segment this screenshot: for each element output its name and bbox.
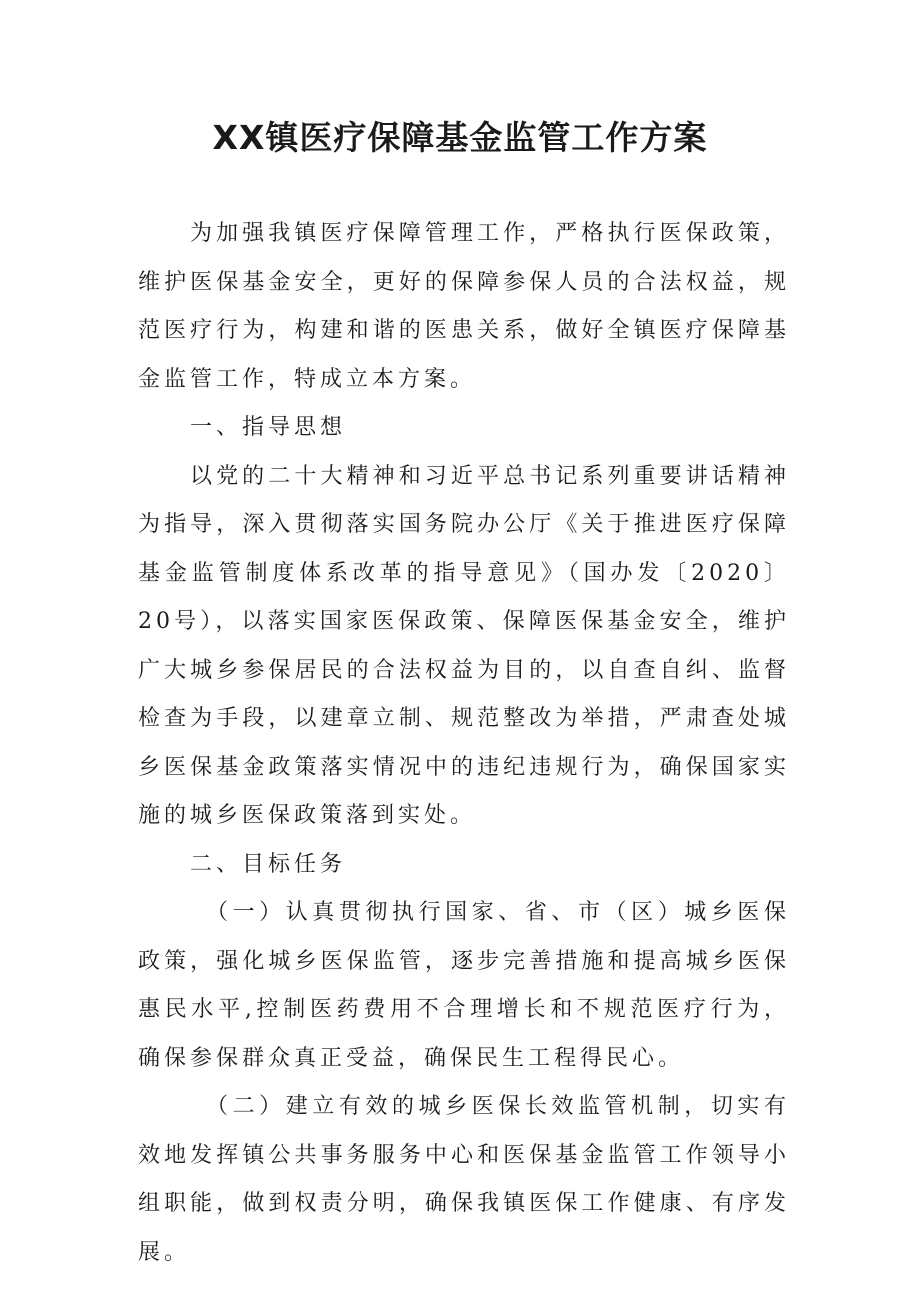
objective-item-1: （一）认真贯彻执行国家、省、市（区）城乡医保政策，强化城乡医保监管，逐步完善措施和提高城乡医保惠民水平,控制医药费用不合理增长和不规范医疗行为，确保参保群众真正受益，确保民生工程得民心。 xyxy=(138,900,790,1071)
section-heading-objectives: 二、目标任务 xyxy=(190,851,347,877)
guiding-ideology-paragraph: 以党的二十大精神和习近平总书记系列重要讲话精神为指导，深入贯彻落实国务院办公厅《关于推进医疗保障基金监管制度体系改革的指导意见》（国办发〔2020〕20号），以落实国家医保政策、保障医保基金安全，维护广大城乡参保居民的合法权益为目的，以自查自纠、监督检查为手段，以建章立制、规范整改为举措，严肃查处城乡医保基金政策落实情况中的违纪违规行为，确保国家实施的城乡医保政策落到实处。 xyxy=(138,463,790,828)
document-title: XX镇医疗保障基金监管工作方案 xyxy=(212,118,708,157)
document-body xyxy=(138,210,790,1277)
section-heading-guiding-ideology: 一、指导思想 xyxy=(190,415,347,440)
intro-paragraph: 为加强我镇医疗保障管理工作，严格执行医保政策，维护医保基金安全，更好的保障参保人员的合法权益，规范医疗行为，构建和谐的医患关系，做好全镇医疗保障基金监管工作，特成立本方案。 xyxy=(138,221,790,392)
objective-item-2: （二）建立有效的城乡医保长效监管机制，切实有效地发挥镇公共事务服务中心和医保基金监管工作领导小组职能，做到权责分明，确保我镇医保工作健康、有序发展。 xyxy=(138,1094,790,1265)
